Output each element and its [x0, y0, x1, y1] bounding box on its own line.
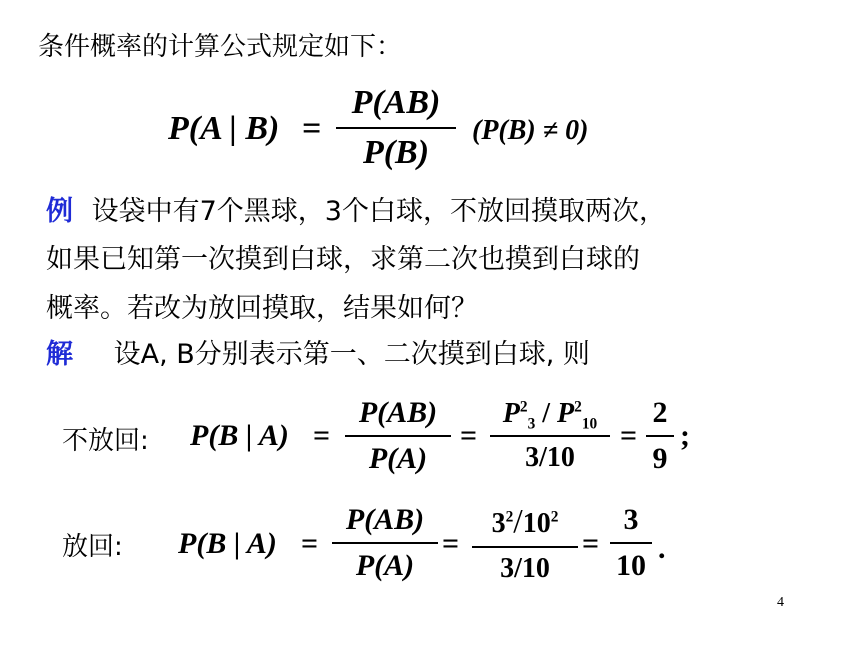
replace-eq-3: =	[582, 527, 600, 560]
no-replace-f2-numerator	[490, 396, 610, 433]
formula-denominator: P(B)	[362, 134, 430, 171]
replace-fraction-2	[472, 503, 578, 585]
example-label: 例	[46, 196, 73, 227]
sup: 2	[505, 508, 514, 526]
sup: 2	[519, 398, 528, 416]
example-line-1	[46, 198, 666, 225]
sub: 10	[581, 415, 598, 433]
no-replace-end: ;	[680, 419, 690, 452]
no-replace-f2-denominator: 3/10	[525, 442, 575, 473]
no-replace-fraction-3	[646, 396, 674, 476]
solution-label: 解	[46, 339, 73, 370]
no-replace-f3-denominator: 9	[652, 442, 668, 475]
fraction-bar	[646, 435, 674, 437]
no-replace-f3-numerator: 2	[652, 396, 668, 429]
no-replace-eq-1: =	[313, 419, 331, 452]
replace-fraction-3	[610, 503, 652, 583]
formula-lhs: P(A | B)	[168, 110, 280, 147]
replace-eq-1: =	[301, 527, 319, 560]
example-text-1: 设袋中有7个黑球，3个白球，不放回摸取两次，	[91, 196, 666, 227]
replace-f1-denominator: P(A)	[355, 549, 415, 582]
fraction-bar	[472, 546, 578, 548]
replace-f3-denominator: 10	[616, 549, 646, 582]
symbol-p: P	[557, 398, 575, 429]
slash: /	[513, 503, 523, 540]
formula-numerator: P(AB)	[351, 84, 441, 121]
no-replace-eq-2: =	[460, 419, 478, 452]
fraction-bar	[345, 435, 451, 437]
solution-line	[46, 341, 590, 368]
replace-label: 放回:	[62, 532, 123, 562]
no-replace-label: 不放回:	[62, 426, 149, 456]
replace-eq-2: =	[442, 527, 460, 560]
fraction-bar	[610, 542, 652, 544]
replace-f2-denominator: 3/10	[500, 553, 550, 584]
no-replace-eq-3: =	[620, 419, 638, 452]
sup: 2	[574, 398, 582, 416]
slash: /	[535, 398, 558, 429]
no-replace-fraction-2	[490, 396, 610, 474]
fraction-bar	[490, 435, 610, 437]
page-number: 4	[777, 595, 784, 610]
formula-eq: =	[302, 110, 322, 147]
formula-fraction	[336, 84, 456, 172]
sup: 2	[550, 508, 559, 526]
intro-text: 条件概率的计算公式规定如下：	[38, 32, 403, 62]
replace-end: .	[658, 532, 666, 565]
fraction-bar	[336, 127, 456, 129]
sub: 3	[527, 415, 536, 433]
replace-f3-numerator: 3	[623, 503, 639, 536]
digit: 3	[491, 508, 506, 539]
no-replace-f1-numerator: P(AB)	[358, 396, 438, 429]
solution-text: 设A, B分别表示第一、二次摸到白球, 则	[113, 339, 590, 370]
no-replace-fraction-1	[345, 396, 451, 476]
formula-condition: (P(B) ≠ 0)	[472, 115, 589, 146]
no-replace-f1-denominator: P(A)	[368, 442, 428, 475]
example-line-3: 概率。若改为放回摸取，结果如何？	[46, 293, 478, 324]
replace-lhs: P(B | A)	[178, 527, 277, 560]
replace-f2-numerator	[472, 503, 578, 541]
example-line-2: 如果已知第一次摸到白球，求第二次也摸到白球的	[46, 244, 640, 275]
no-replace-lhs: P(B | A)	[190, 419, 289, 452]
replace-fraction-1	[332, 503, 438, 583]
replace-f1-numerator: P(AB)	[345, 503, 425, 536]
fraction-bar	[332, 542, 438, 544]
symbol-p: P	[502, 398, 520, 429]
digit: 10	[522, 508, 551, 539]
